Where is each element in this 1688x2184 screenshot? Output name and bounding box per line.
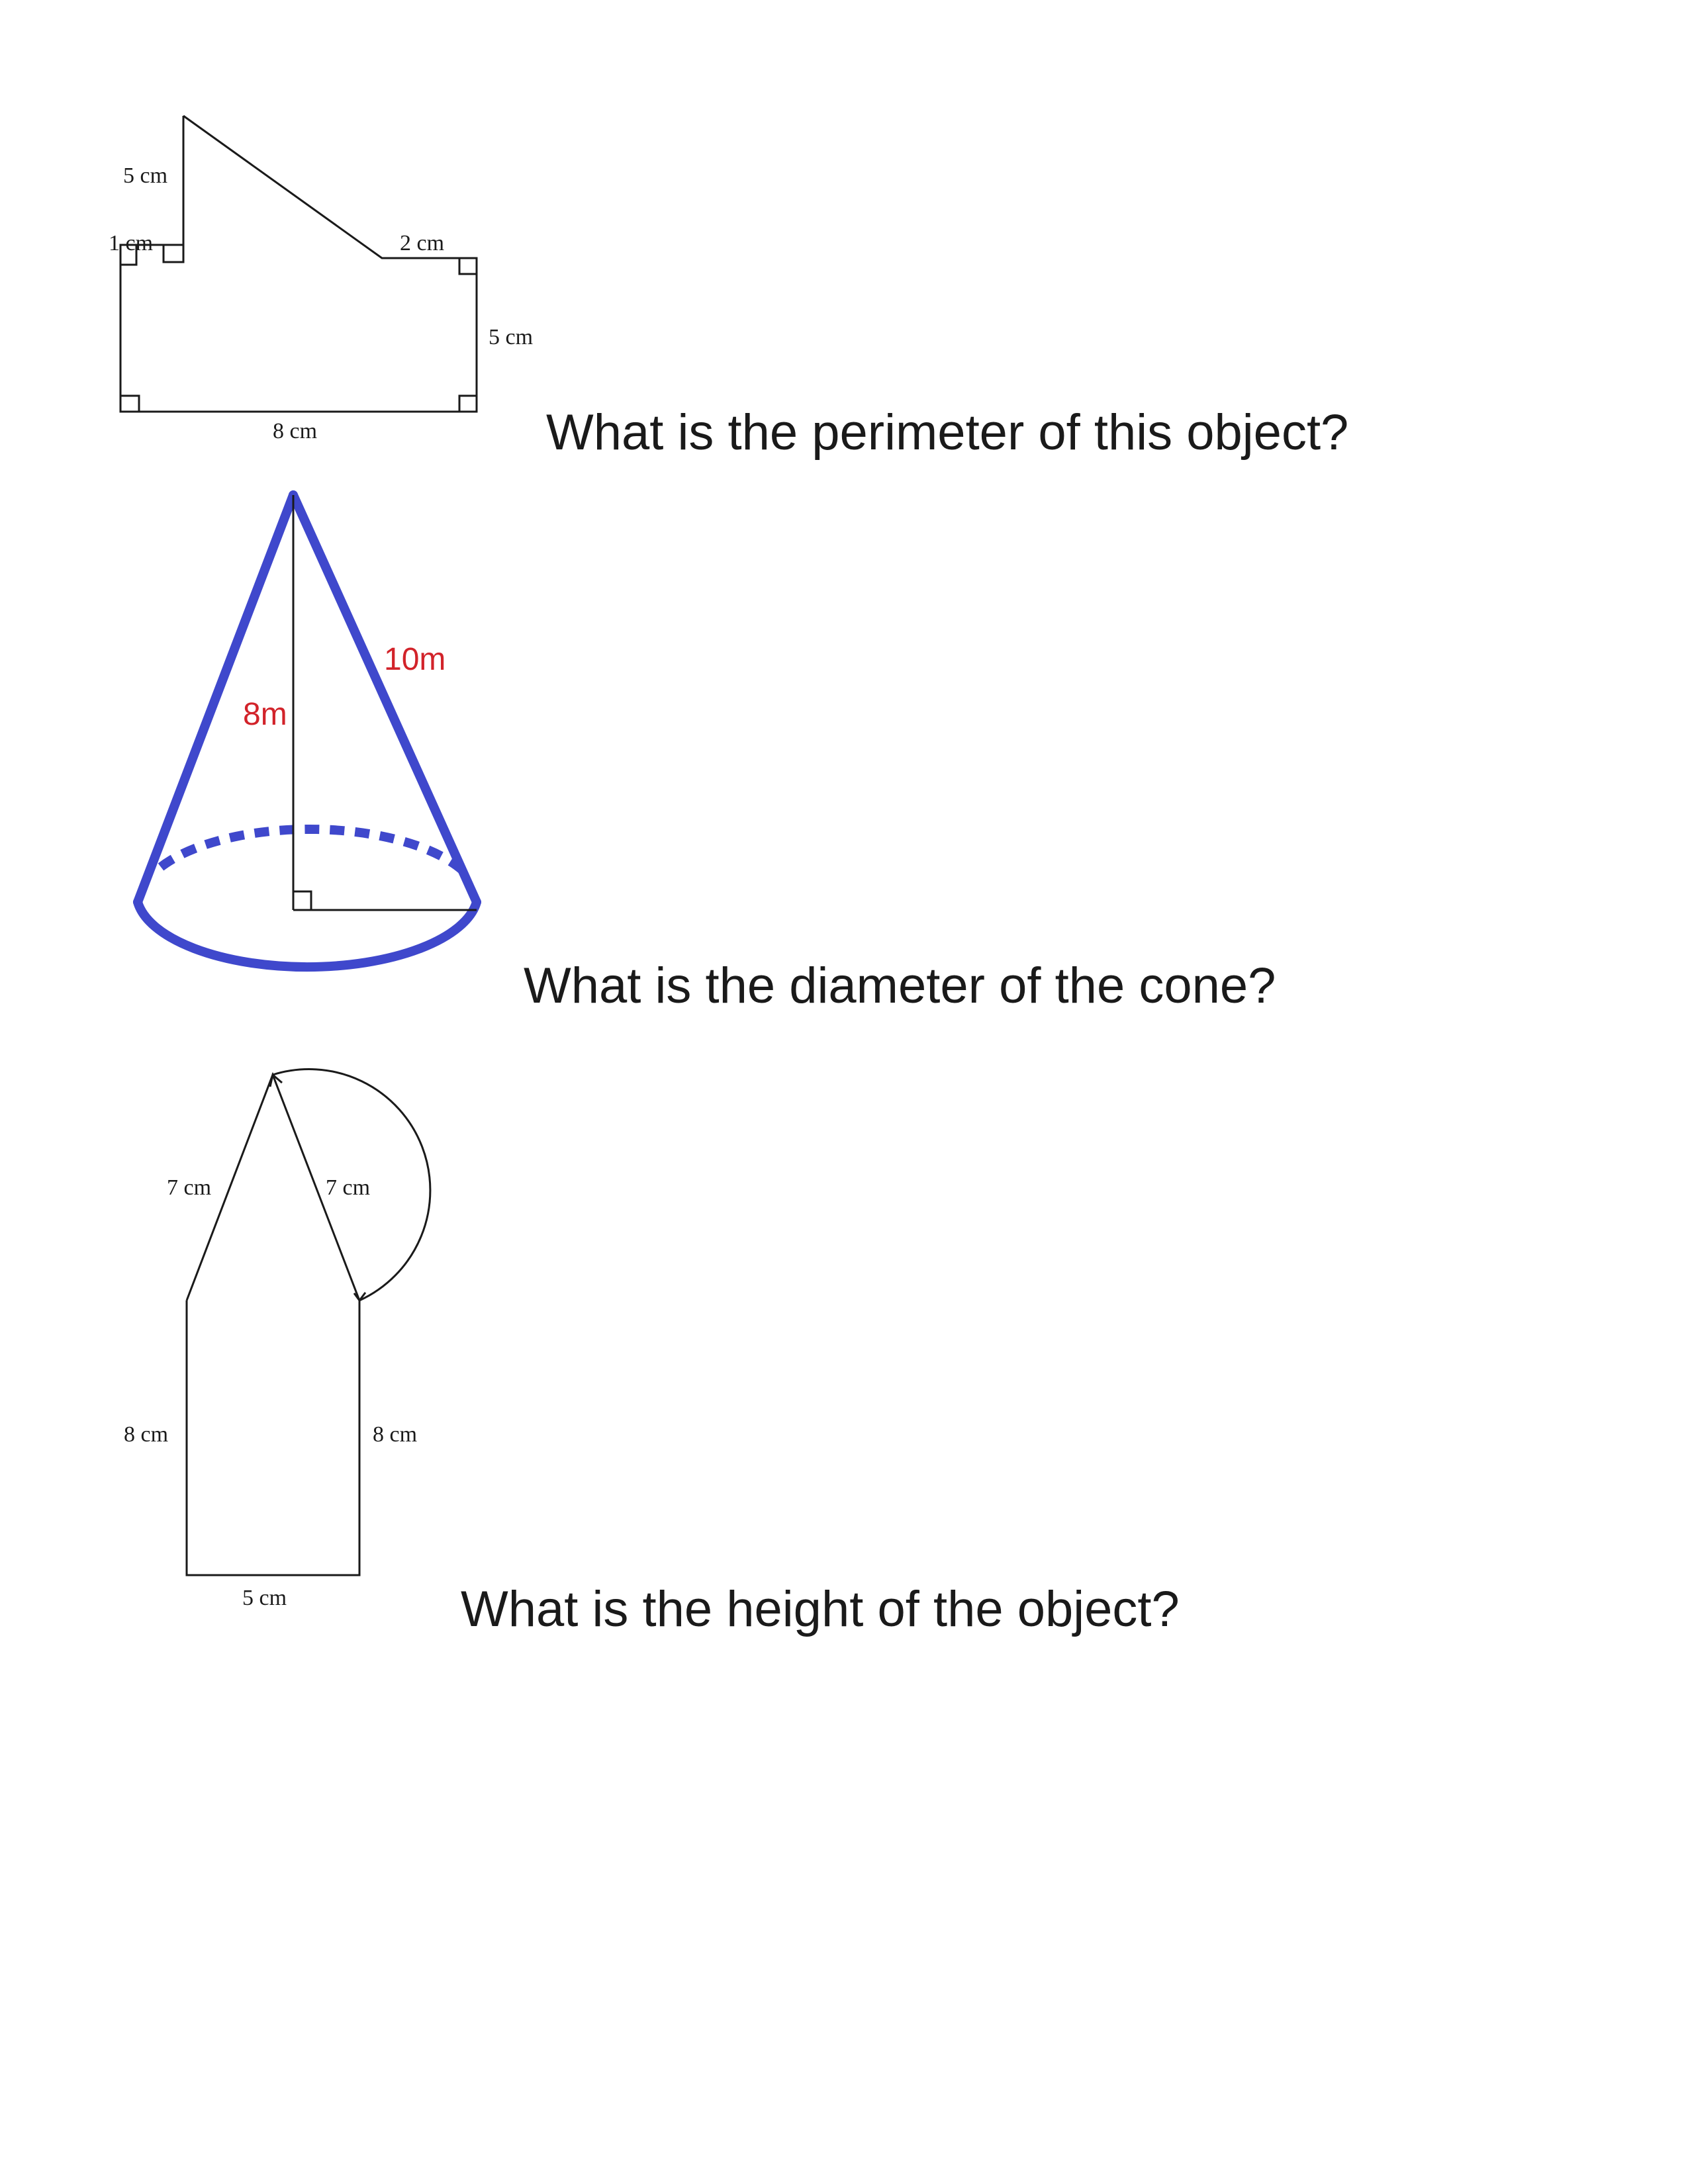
figure2-label-height: 8m (243, 697, 287, 732)
figure1-shape (120, 116, 477, 412)
figure3-label-right-slant: 7 cm (326, 1175, 371, 1200)
figure3-label-right-side: 8 cm (373, 1422, 418, 1447)
figure1-right-angle-bottom-left (120, 396, 139, 412)
question-height: What is the height of the object? (461, 1581, 1180, 1637)
figure2-base-front (138, 902, 477, 967)
figure1-label-right: 5 cm (489, 325, 534, 349)
figure2-right-angle (293, 891, 311, 910)
figure3-outline (187, 1075, 359, 1575)
question-perimeter: What is the perimeter of this object? (546, 404, 1349, 461)
figure1-label-bottom: 8 cm (273, 419, 318, 443)
figure3-label-left-slant: 7 cm (167, 1175, 212, 1200)
figure3-label-left-side: 8 cm (124, 1422, 169, 1447)
figure1-right-angle-step (164, 245, 183, 262)
figure3-shape (187, 1069, 430, 1575)
figure2-base-back (161, 829, 465, 872)
figure2-label-slant: 10m (384, 642, 446, 677)
figure1-label-top-left: 5 cm (123, 163, 168, 188)
figure1-right-angle-bottom-right (459, 396, 477, 412)
figure1-label-top-right: 2 cm (400, 231, 445, 255)
figure2-cone (138, 495, 477, 967)
figure1-label-step: 1 cm (109, 231, 154, 255)
figure3-label-bottom: 5 cm (242, 1586, 287, 1610)
question-diameter: What is the diameter of the cone? (524, 958, 1276, 1014)
figure1-right-angle-top-right (459, 258, 477, 274)
figure1-outline (120, 116, 477, 412)
